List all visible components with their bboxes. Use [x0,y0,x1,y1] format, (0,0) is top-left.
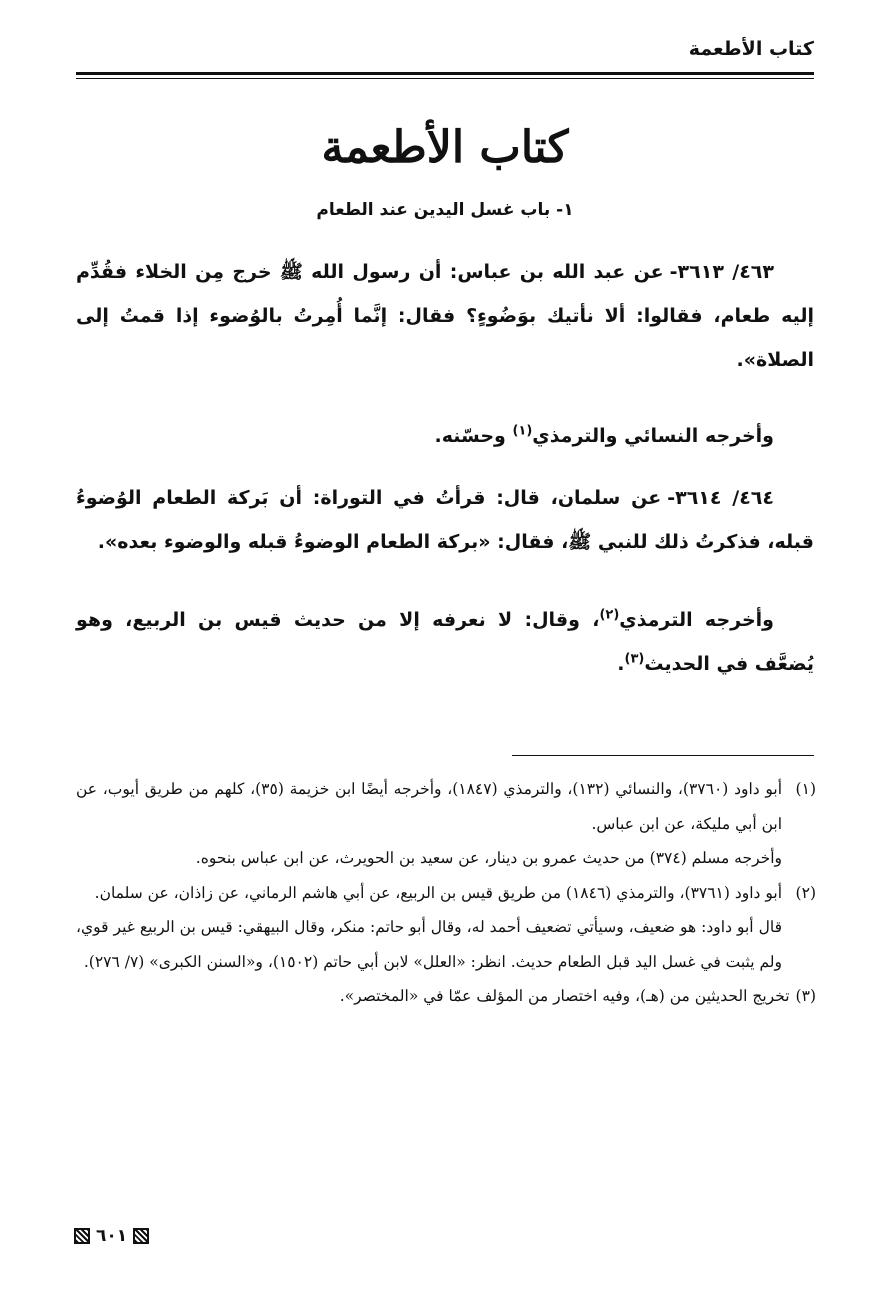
footnote-marker: (٣) [795,987,816,1005]
takhrij-text: وأخرجه الترمذي [619,609,774,631]
header-rule-thick [76,72,814,75]
footnote-body [76,979,790,1014]
footnotes [76,772,816,1014]
hadith-3613 [76,250,814,382]
footnote-paragraph: أبو داود (٣٧٦١)، والترمذي (١٨٤٦) من طريق قيس بن الربيع، عن أبي هاشم الرماني، عن زاذان، عن سلمان. [94,883,782,902]
footnote-ref-2: (٢) [599,607,620,623]
ornament-icon [74,1228,90,1244]
hadith-number: ٤٦٤/ ٣٦١٤- [667,487,774,509]
page-number-block [74,1226,149,1246]
takhrij-text: وأخرجه النسائي والترمذي [532,425,774,447]
takhrij-text-end: وحسّنه. [434,425,513,447]
hadith-number: ٤٦٣/ ٣٦١٣- [669,261,774,283]
footnote-marker: (٢) [795,883,816,902]
footnote-body [76,876,782,980]
takhrij-3613 [76,414,814,458]
footnote-ref-3: (٣) [624,651,645,667]
takhrij-text-end: . [617,653,625,675]
footnote-ref-1: (١) [512,423,533,439]
footnote-paragraph: قال أبو داود: هو ضعيف، وسيأتي تضعيف أحمد له، وقال أبو حاتم: منكر، وقال البيهقي: قيس بن الربيع غير قوي، ولم يثبت في غسل اليد قبل الطعام حديث. انظر: «العلل» لابن أبي حاتم (١٥٠٢)، و«السنن الكبرى» (٧/ ٢٧٦). [76,918,782,971]
hadith-text: عن عبد الله بن عباس: أن رسول الله ﷺ خرج مِن الخلاء فقُدِّم إليه طعام، فقالوا: ألا نأتيك بوَضُوءٍ؟ فقال: إنَّما أُمِرتُ بالوُضوء إذا قمتُ إلى الصلاة». [76,261,814,371]
book-title: كتاب الأطعمة [321,122,569,173]
footnote-marker: (١) [795,780,816,798]
footnote-2 [76,876,816,980]
footnote-3 [76,979,816,1014]
page-number: ٦٠١ [96,1226,128,1246]
chapter-title: ١- باب غسل اليدين عند الطعام [316,200,574,220]
footnote-paragraph: تخريج الحديثين من (هـ)، وفيه اختصار من المؤلف عمّا في «المختصر». [339,987,790,1005]
running-head: كتاب الأطعمة [688,38,814,60]
takhrij-text-middle: ، وقال: لا نعرفه إلا من حديث قيس بن الربيع، وهو يُضعَّف في الحديث [76,609,814,675]
footnote-paragraph: أبو داود (٣٧٦٠)، والنسائي (١٣٢)، والترمذي (١٨٤٧)، وأخرجه أيضًا ابن خزيمة (٣٥)، كلهم من طريق أيوب، عن ابن أبي مليكة، عن ابن عباس. [76,780,783,833]
hadith-3614 [76,476,814,564]
hadith-text: عن سلمان، قال: قرأتُ في التوراة: أن بَركة الطعام الوُضوءُ قبله، فذكرتُ ذلك للنبي ﷺ، فقال: «بركة الطعام الوضوءُ قبله والوضوء بعده». [76,487,814,553]
footnote-paragraph: وأخرجه مسلم (٣٧٤) من حديث عمرو بن دينار، عن سعيد بن الحويرث، عن ابن عباس بنحوه. [195,849,782,867]
footnote-1 [76,772,816,876]
ornament-icon [133,1228,149,1244]
footnote-separator [512,755,814,756]
takhrij-3614 [76,598,814,686]
footnote-body [76,772,782,876]
header-rule-thin [76,78,814,79]
